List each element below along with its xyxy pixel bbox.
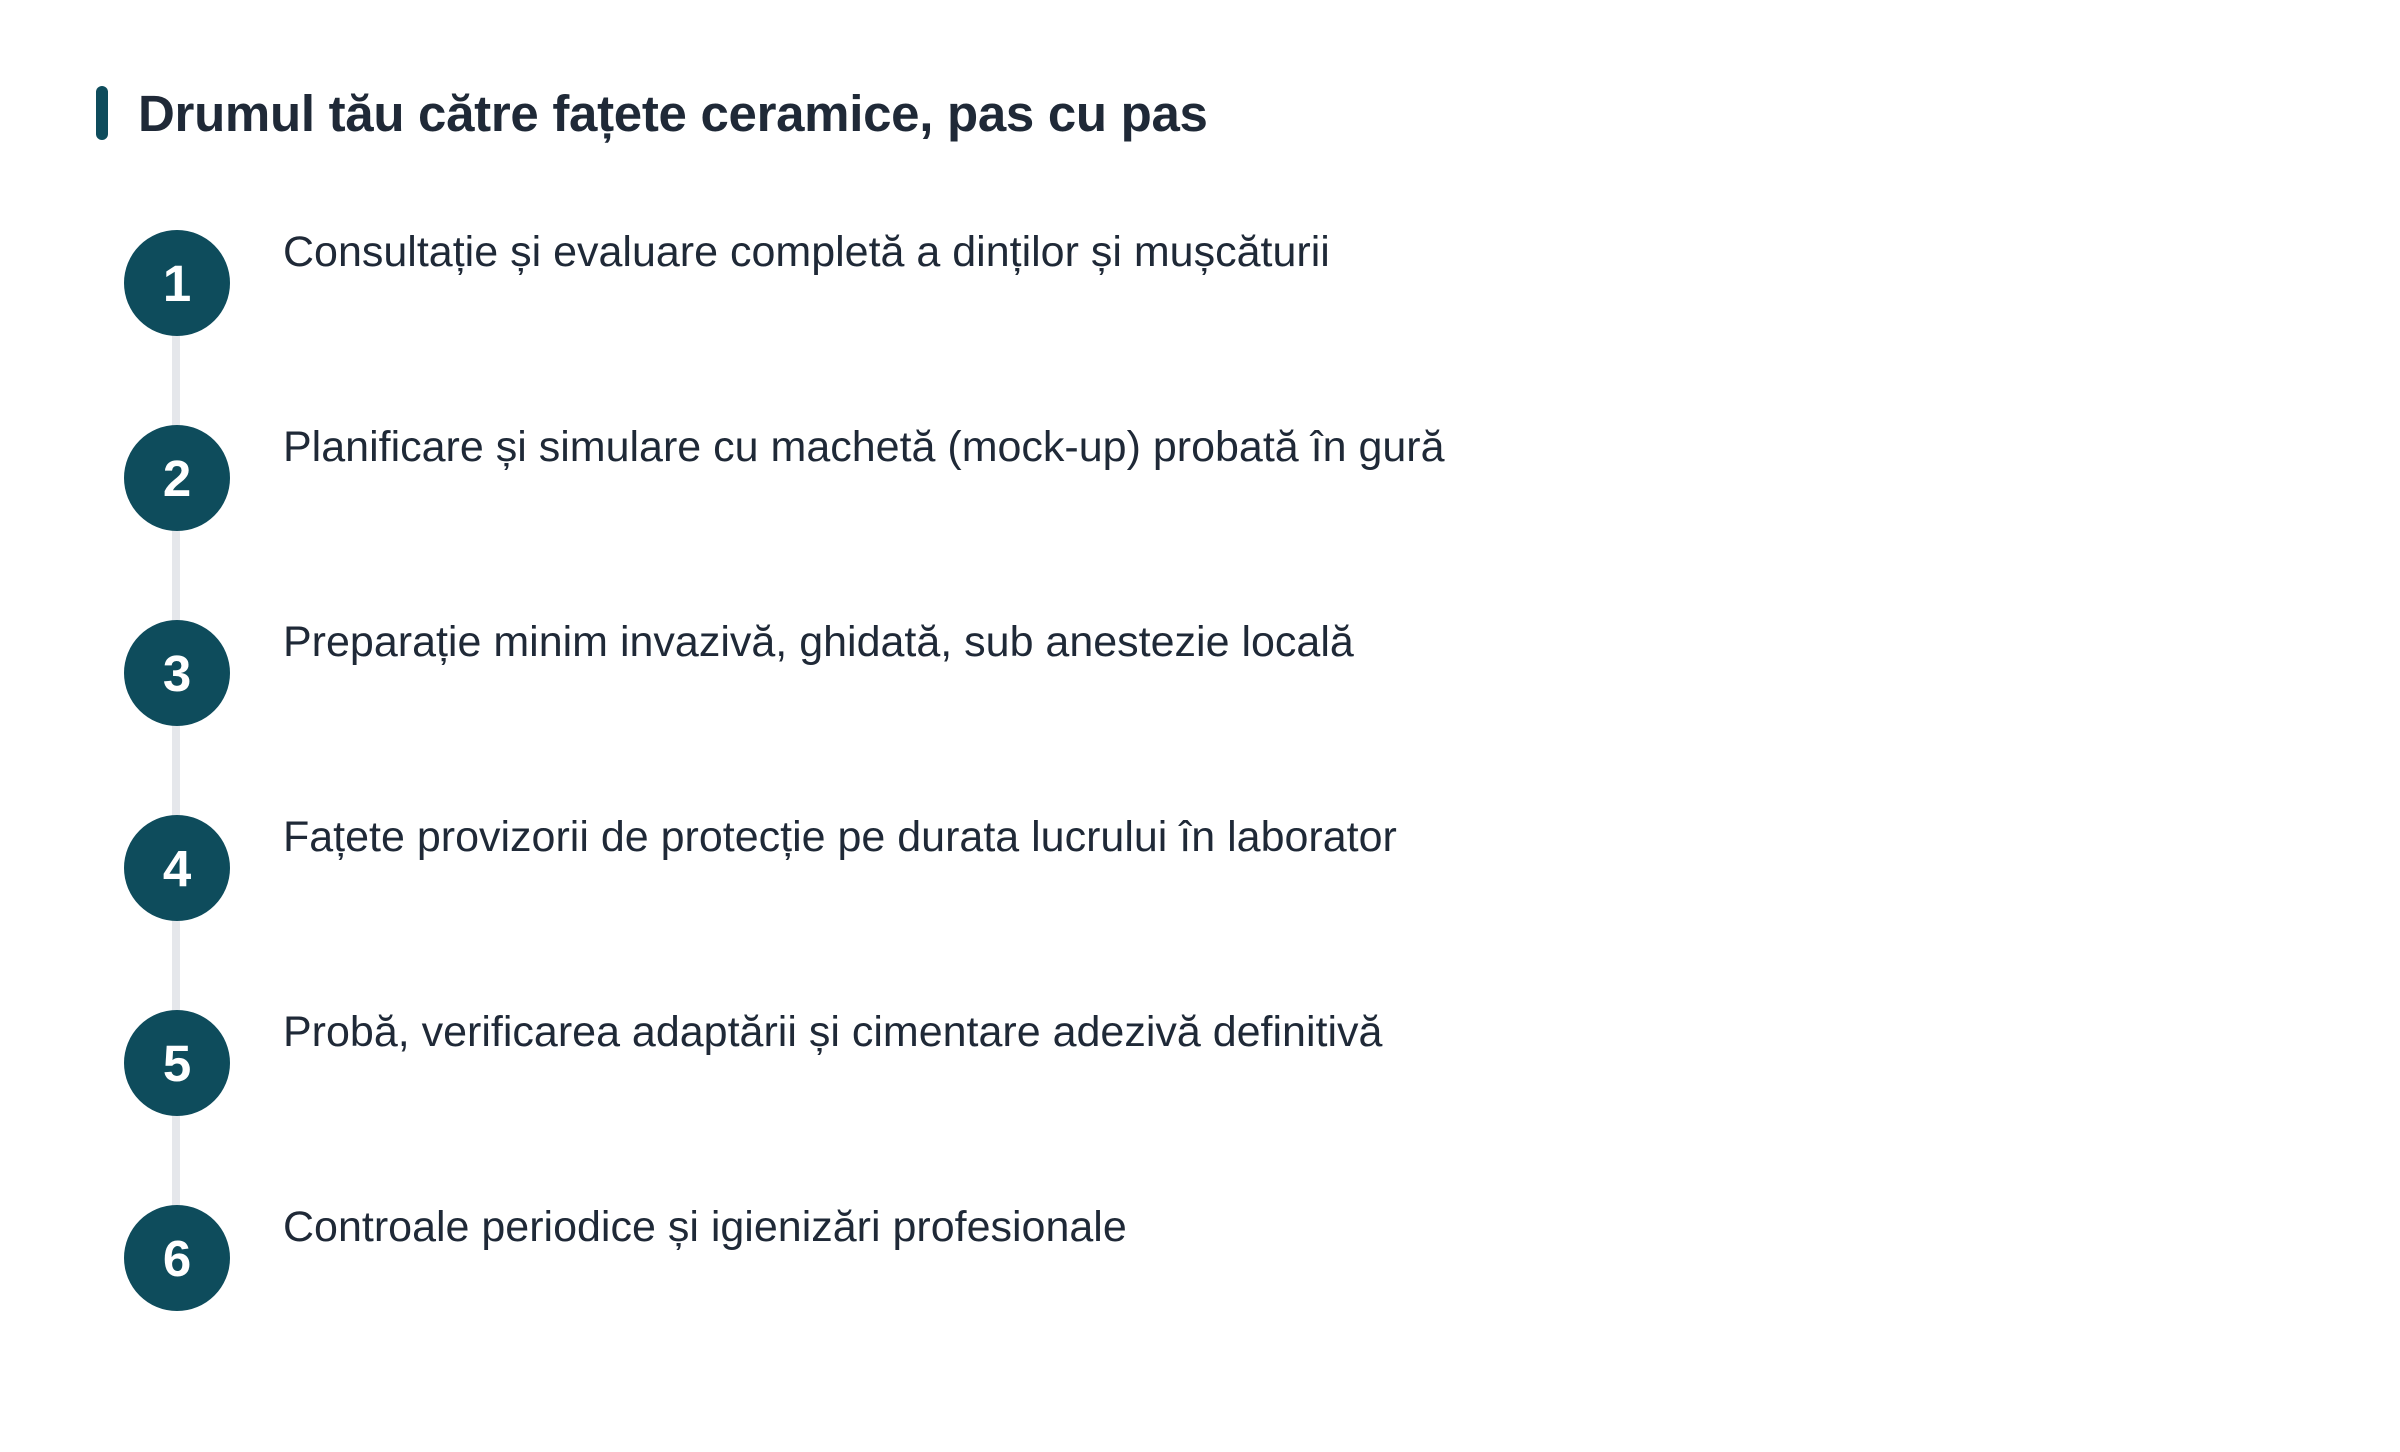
step-text: Consultație și evaluare completă a dinților și mușcăturii xyxy=(283,228,1330,276)
step-number-badge: 6 xyxy=(124,1205,230,1311)
step-text: Fațete provizorii de protecție pe durata lucrului în laborator xyxy=(283,813,1397,861)
step-text: Probă, verificarea adaptării și cimentare adezivă definitivă xyxy=(283,1008,1383,1056)
step-item-5 xyxy=(124,1010,1824,1116)
step-item-3 xyxy=(124,620,1824,726)
step-text: Preparație minim invazivă, ghidată, sub anestezie locală xyxy=(283,618,1354,666)
step-number-badge: 2 xyxy=(124,425,230,531)
step-number-badge: 4 xyxy=(124,815,230,921)
step-item-4 xyxy=(124,815,1824,921)
step-text: Controale periodice și igienizări profesionale xyxy=(283,1203,1127,1251)
step-number-badge: 3 xyxy=(124,620,230,726)
step-item-6 xyxy=(124,1205,1824,1311)
step-number-badge: 1 xyxy=(124,230,230,336)
page-title: Drumul tău către fațete ceramice, pas cu pas xyxy=(138,84,1208,142)
step-number-badge: 5 xyxy=(124,1010,230,1116)
step-item-1 xyxy=(124,230,1824,336)
step-text: Planificare și simulare cu machetă (mock-up) probată în gură xyxy=(283,423,1445,471)
step-item-2 xyxy=(124,425,1824,531)
